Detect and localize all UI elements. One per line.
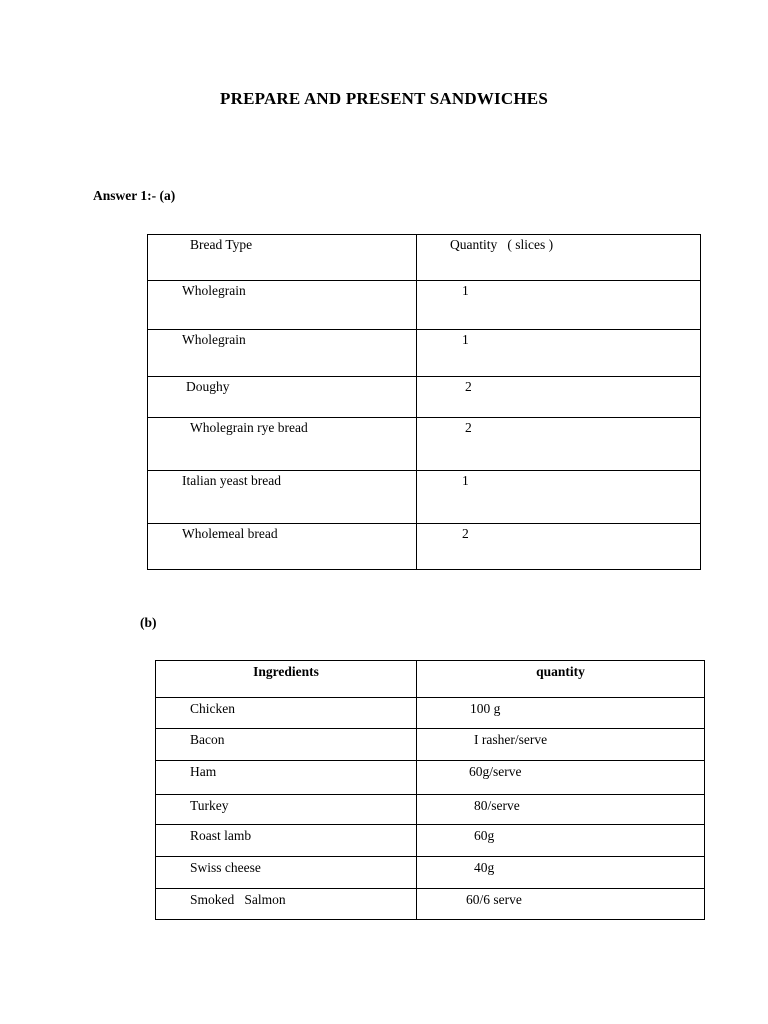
bread-type-cell: Wholegrain rye bread (190, 420, 308, 435)
table-header-row (156, 661, 705, 698)
table-cell (148, 330, 417, 377)
quantity-cell: 2 (465, 379, 472, 394)
table-cell (148, 377, 417, 418)
bread-table (147, 234, 701, 570)
ingredient-cell: Ham (190, 764, 217, 779)
header-ingredients: Ingredients (253, 664, 319, 679)
table-cell (417, 698, 705, 729)
table-row (148, 281, 701, 330)
table-cell (417, 377, 701, 418)
quantity-cell: 2 (465, 420, 472, 435)
table-cell (156, 795, 417, 825)
table-row (148, 418, 701, 471)
table-cell (417, 281, 701, 330)
table-row (148, 471, 701, 524)
quantity-cell: 1 (462, 473, 469, 488)
table-cell (156, 825, 417, 857)
table-row (156, 857, 705, 889)
table-cell (417, 857, 705, 889)
table-cell (148, 524, 417, 570)
table-row (156, 825, 705, 857)
quantity-cell: 60g/serve (469, 764, 522, 779)
quantity-cell: 1 (462, 283, 469, 298)
bread-type-cell: Wholemeal bread (182, 526, 278, 541)
ingredient-cell: Swiss cheese (190, 860, 261, 875)
header-quantity-slices: Quantity ( slices ) (450, 237, 554, 252)
table-cell (417, 795, 705, 825)
table-row (156, 729, 705, 761)
table-row (156, 795, 705, 825)
table-cell (417, 825, 705, 857)
quantity-cell: 80/serve (474, 798, 520, 813)
table-cell (417, 418, 701, 471)
header-bread-type: Bread Type (190, 237, 253, 252)
table-row (156, 698, 705, 729)
table-cell (417, 330, 701, 377)
bread-type-cell: Italian yeast bread (182, 473, 281, 488)
table-cell (417, 889, 705, 920)
table-cell (156, 857, 417, 889)
table-header-cell (156, 661, 417, 698)
ingredient-cell: Turkey (190, 798, 229, 813)
bread-type-cell: Doughy (186, 379, 230, 394)
ingredient-cell: Bacon (190, 732, 225, 747)
table-row (148, 377, 701, 418)
quantity-cell: 100 g (470, 701, 501, 716)
table-row (148, 524, 701, 570)
table-header-row (148, 235, 701, 281)
quantity-cell: 1 (462, 332, 469, 347)
table-cell (148, 418, 417, 471)
table-cell (417, 761, 705, 795)
table-row (148, 330, 701, 377)
bread-type-cell: Wholegrain (182, 283, 246, 298)
table-cell (156, 761, 417, 795)
table-cell (156, 698, 417, 729)
ingredient-cell: Roast lamb (190, 828, 252, 843)
document-title: PREPARE AND PRESENT SANDWICHES (220, 89, 548, 108)
quantity-cell: I rasher/serve (474, 732, 548, 747)
table-row (156, 761, 705, 795)
table-cell (417, 524, 701, 570)
table-cell (156, 889, 417, 920)
table-cell (148, 281, 417, 330)
table-header-cell (148, 235, 417, 281)
header-quantity: quantity (536, 664, 585, 679)
section-a-heading: Answer 1:- (a) (93, 188, 176, 203)
table-header-cell (417, 661, 705, 698)
table-cell (417, 729, 705, 761)
table-row (156, 889, 705, 920)
quantity-cell: 40g (474, 860, 495, 875)
quantity-cell: 60/6 serve (466, 892, 522, 907)
table-cell (148, 471, 417, 524)
bread-type-cell: Wholegrain (182, 332, 246, 347)
table-cell (417, 471, 701, 524)
ingredient-cell: Smoked Salmon (190, 892, 286, 907)
section-b-heading: (b) (140, 615, 157, 630)
ingredients-table (155, 660, 705, 920)
table-cell (156, 729, 417, 761)
quantity-cell: 60g (474, 828, 495, 843)
table-header-cell (417, 235, 701, 281)
ingredient-cell: Chicken (190, 701, 235, 716)
quantity-cell: 2 (462, 526, 469, 541)
